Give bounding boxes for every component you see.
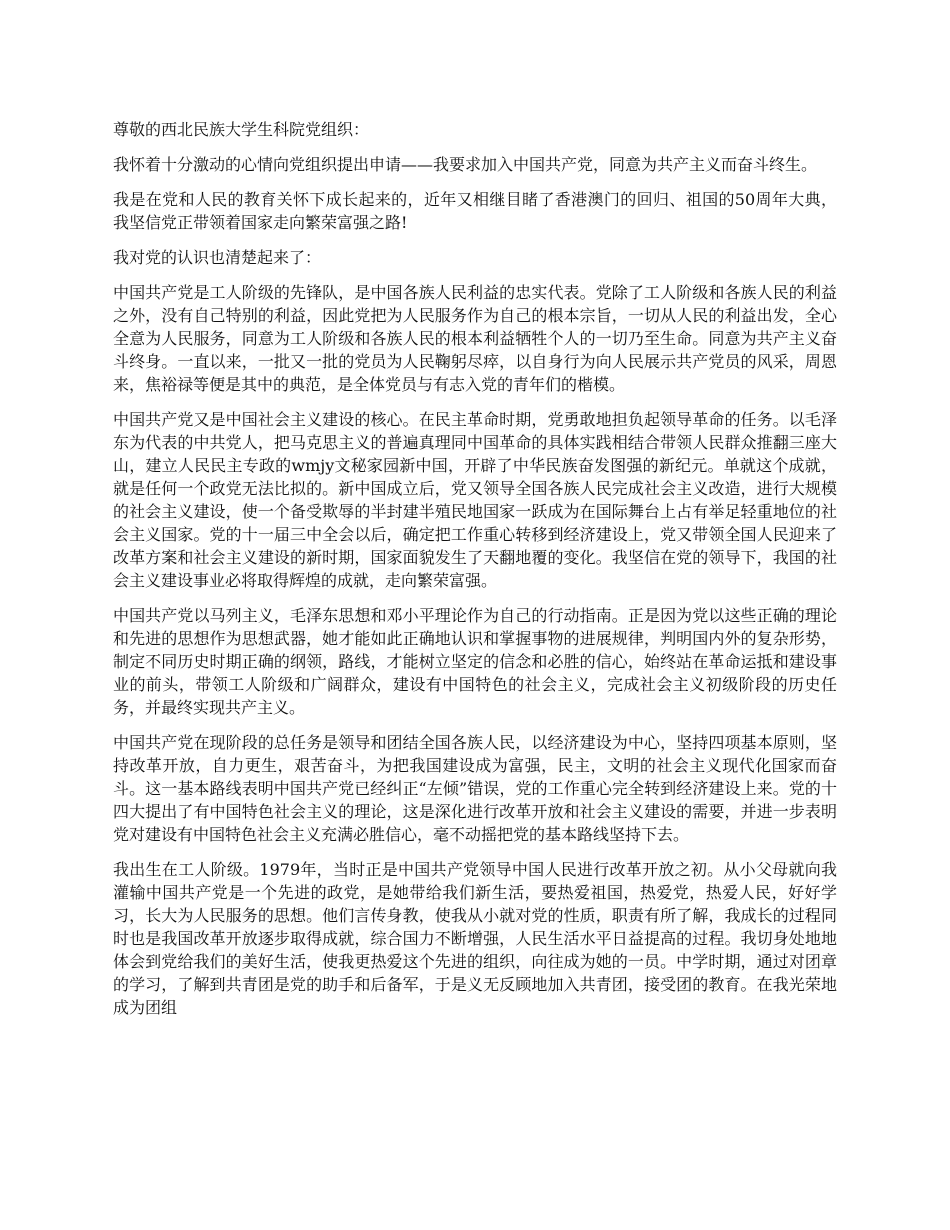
paragraph-personal-history: 我出生在工人阶级。1979年，当时正是中国共产党领导中国人民进行改革开放之初。从小父母就向我灌输中国共产党是一个先进的政党，是她带给我们新生活，要热爱祖国，热爱党，热爱人民，好好学习，长大为人民服务的思想。他们言传身教，使我从小就对党的性质，职责有所了解，我成长的过程同时也是我国改革开放逐步取得成就，综合国力不断增强，人民生活水平日益提高的过程。我切身处地地体会到党给我们的美好生活，使我更热爱这个先进的组织，向往成为她的一员。中学时期，通过对团章的学习，了解到共青团是党的助手和后备军，于是义无反顾地加入共青团，接受团的教育。在我光荣地成为团组 — [113, 860, 837, 1017]
document-body — [113, 118, 837, 1031]
paragraph-background: 我是在党和人民的教育关怀下成长起来的，近年又相继目睹了香港澳门的回归、祖国的50周年大典，我坚信党正带领着国家走向繁荣富强之路! — [113, 190, 837, 232]
paragraph-understanding-intro: 我对党的认识也清楚起来了： — [113, 248, 322, 267]
paragraph-party-vanguard: 中国共产党是工人阶级的先锋队，是中国各族人民利益的忠实代表。党除了工人阶级和各族人民的利益之外，没有自己特别的利益，因此党把为人民服务作为自己的根本宗旨，一切从人民的利益出发，全心全意为人民服务，同意为工人阶级和各族人民的根本利益牺牲个人的一切乃至生命。同意为共产主义奋斗终身。一直以来，一批又一批的党员为人民鞠躬尽瘁，以自身行为向人民展示共产党员的风采，周恩来，焦裕禄等便是其中的典范，是全体党员与有志入党的青年们的楷模。 — [113, 283, 837, 394]
paragraph-party-guiding-theory: 中国共产党以马列主义，毛泽东思想和邓小平理论作为自己的行动指南。正是因为党以这些正确的理论和先进的思想作为思想武器，她才能如此正确地认识和掌握事物的进展规律，判明国内外的复杂形势，制定不同历史时期正确的纲领，路线，才能树立坚定的信念和必胜的信心，始终站在革命运抵和建设事业的前头，带领工人阶级和广阔群众，建设有中国特色的社会主义，完成社会主义初级阶段的历史任务，并最终实现共产主义。 — [113, 606, 837, 717]
paragraph-party-task: 中国共产党在现阶段的总任务是领导和团结全国各族人民，以经济建设为中心，坚持四项基本原则，坚持改革开放，自力更生，艰苦奋斗，为把我国建设成为富强，民主，文明的社会主义现代化国家而奋斗。这一基本路线表明中国共产党已经纠正“左倾”错误，党的工作重心完全转到经济建设上来。党的十四大提出了有中国特色社会主义的理论，这是深化进行改革开放和社会主义建设的需要，并进一步表明党对建设有中国特色社会主义充满必胜信心，毫不动摇把党的基本路线坚持下去。 — [113, 733, 837, 844]
paragraph-party-core: 中国共产党又是中国社会主义建设的核心。在民主革命时期，党勇敢地担负起领导革命的任务。以毛泽东为代表的中共党人，把马克思主义的普遍真理同中国革命的具体实践相结合带领人民群众推翻三座大山，建立人民民主专政的wmjy文秘家园新中国，开辟了中华民族奋发图强的新纪元。单就这个成就，就是任何一个政党无法比拟的。新中国成立后，党又领导全国各族人民完成社会主义改造，进行大规模的社会主义建设，使一个备受欺辱的半封建半殖民地国家一跃成为在国际舞台上占有举足轻重地位的社会主义国家。党的十一届三中全会以后，确定把工作重心转移到经济建设上，党又带领全国人民迎来了改革方案和社会主义建设的新时期，国家面貌发生了天翻地覆的变化。我坚信在党的领导下，我国的社会主义建设事业必将取得辉煌的成就，走向繁荣富强。 — [113, 410, 837, 590]
paragraph-application-intent: 我怀着十分激动的心情向党组织提出申请——我要求加入中国共产党，同意为共产主义而奋斗终生。 — [113, 155, 818, 174]
salutation: 尊敬的西北民族大学生科院党组织： — [113, 120, 370, 139]
